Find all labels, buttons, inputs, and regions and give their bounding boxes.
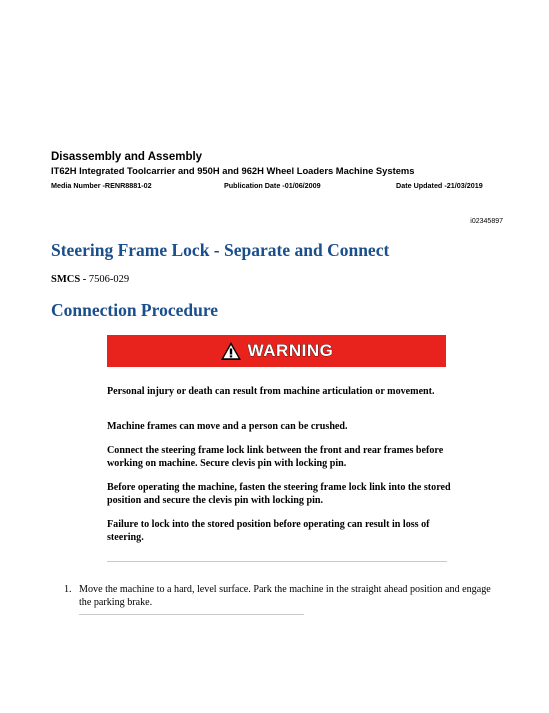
warning-paragraph: Connect the steering frame lock link between the front and rear frames before working on machine. Secure clevis pin with locking pin. <box>107 445 444 469</box>
article-title: Steering Frame Lock - Separate and Connect <box>51 240 390 260</box>
step-number: 1. <box>64 584 72 595</box>
smcs-code <box>51 274 129 285</box>
date-updated: Date Updated -21/03/2019 <box>396 181 483 190</box>
step-text: Move the machine to a hard, level surface. Park the machine in the straight ahead position and engage the parking brake. <box>79 584 491 608</box>
warning-paragraph: Before operating the machine, fasten the steering frame lock link into the stored position and secure the clevis pin with locking pin. <box>107 482 451 506</box>
publication-date: Publication Date -01/06/2009 <box>224 181 321 190</box>
section-title: Connection Procedure <box>51 300 219 320</box>
smcs-value: 7506-029 <box>88 274 130 285</box>
warning-triangle-icon <box>220 341 242 361</box>
media-number: Media Number -RENR8881-02 <box>51 181 152 190</box>
list-item <box>64 583 504 609</box>
divider <box>79 614 304 615</box>
warning-paragraph: Personal injury or death can result from machine articulation or movement. <box>107 386 435 397</box>
divider <box>107 561 447 562</box>
warning-paragraph: Machine frames can move and a person can be crushed. <box>107 421 348 432</box>
warning-label: WARNING <box>247 341 334 360</box>
smcs-label: SMCS - <box>51 274 89 285</box>
document-category: Disassembly and Assembly <box>51 151 203 163</box>
warning-paragraph: Failure to lock into the stored position before operating can result in loss of steering. <box>107 519 430 543</box>
document-subtitle: IT62H Integrated Toolcarrier and 950H and 962H Wheel Loaders Machine Systems <box>51 165 415 176</box>
document-id: i02345897 <box>470 218 503 225</box>
warning-banner <box>107 335 446 367</box>
